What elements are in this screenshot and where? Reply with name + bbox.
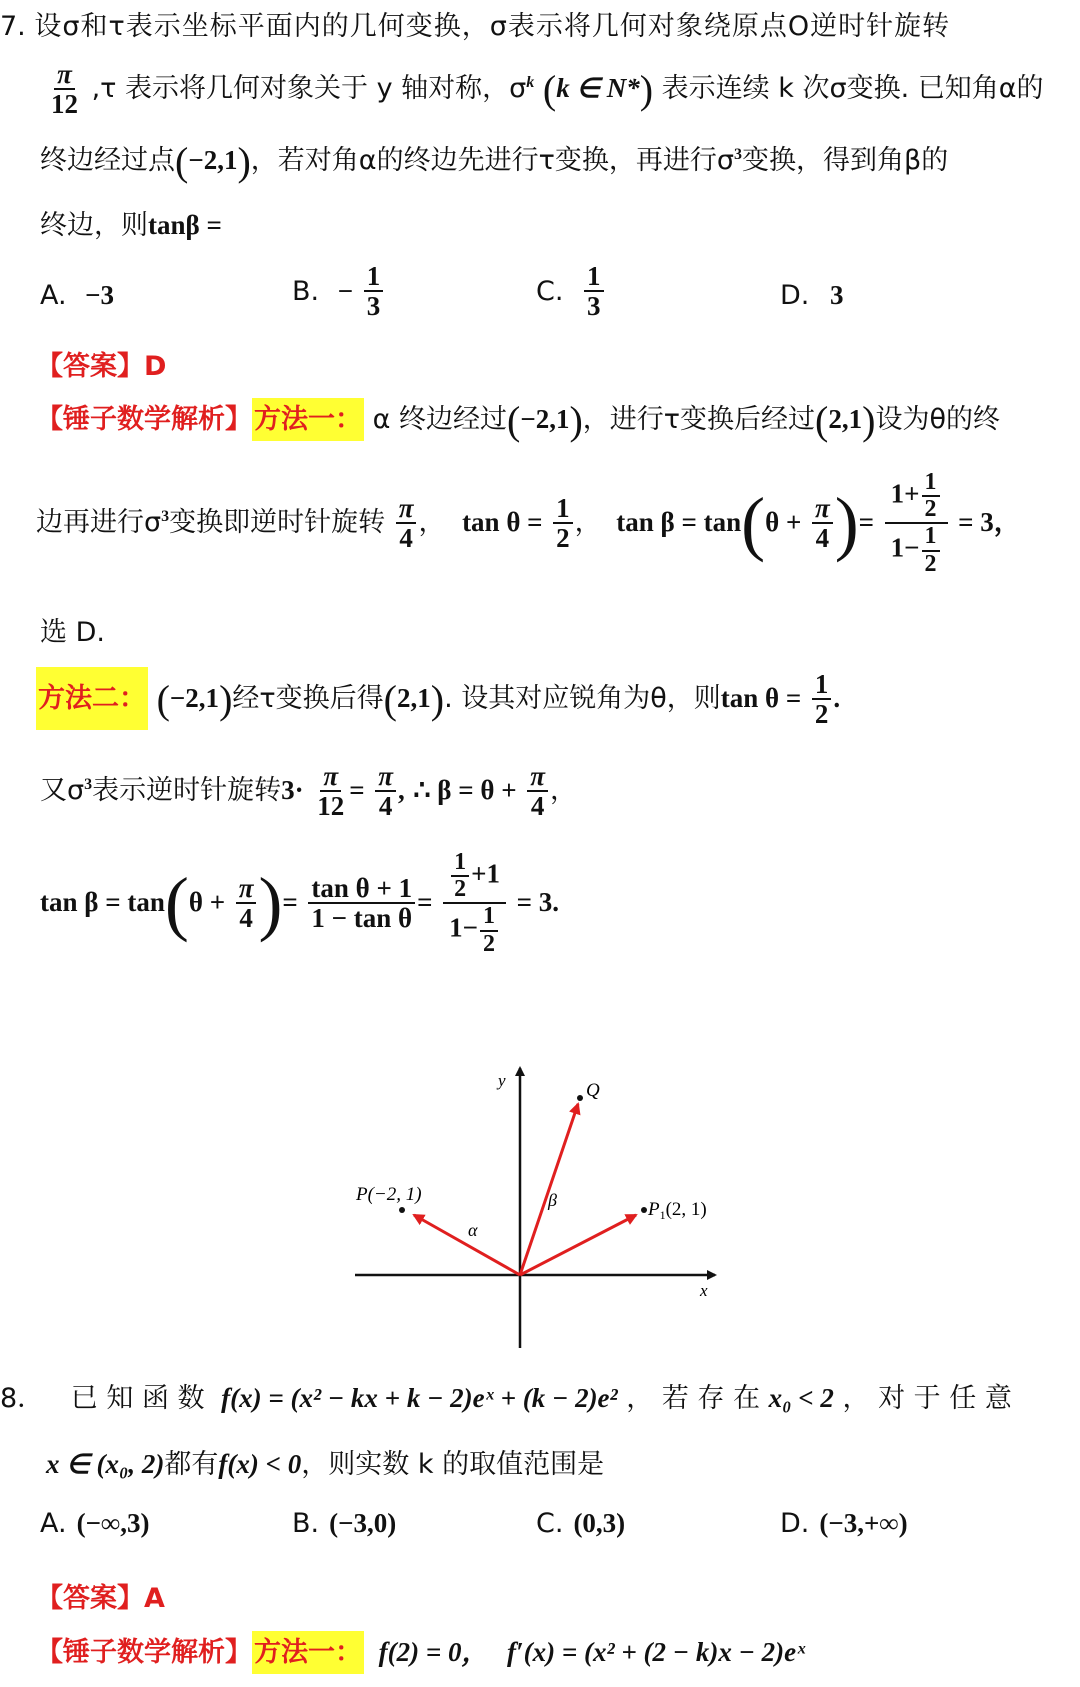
label-beta: β <box>548 1190 557 1210</box>
q7-choose: 选 D. <box>40 617 105 648</box>
q7-method2-line3: tan β = tan(θ + $\frac{\pi}{4}$ )= $\frac{\text{tan θ + 1}}{\text{1 − tan θ}}$ = $\frac{1}{2}$ +1 1− $\frac{1}{2}$ = 3. <box>40 849 560 957</box>
point-alpha: −2,1 <box>188 145 238 175</box>
answer-value: D <box>144 351 167 382</box>
q8-answer: 【答案】A <box>36 1583 165 1614</box>
q7-method2-line1: 方法二： (−2,1)经τ变换后得(2,1). 设其对应锐角为θ，则tan θ = $\frac{1}{2}$ . <box>36 670 1080 729</box>
method2-label: 方法二： <box>36 667 148 730</box>
function-def: f(x) = (x² − kx + k − 2)eˣ + (k − 2)e² <box>221 1383 618 1413</box>
q7-stem-line1: 设σ和τ表示坐标平面内的几何变换，σ表示将几何对象绕原点O逆时针旋转 <box>34 11 951 42</box>
label-p: P(−2, 1) <box>356 1184 422 1205</box>
y-axis-label: y <box>498 1071 506 1090</box>
method1-label: 方法一： <box>252 398 364 441</box>
q7-option-a: A. −3 <box>40 280 115 311</box>
label-alpha: α <box>468 1220 478 1240</box>
q7-option-c: C. $\frac{1}{3}$ <box>536 262 606 321</box>
q7-analysis-line1: 【锤子数学解析】方法一： α 终边经过(−2,1)，进行τ变换后经过(2,1)设为θ的终 <box>36 398 1000 443</box>
q7-line3: 终边经过点(−2,1)，若对角α的终边先进行τ变换，再进行$\sigma^3$变换，得到角β的 <box>40 139 949 184</box>
point-p1 <box>641 1207 647 1213</box>
q8-option-a: A. (−∞,3) <box>40 1508 150 1539</box>
complex-fraction-2: $\frac{1}{2}$ +1 1− $\frac{1}{2}$ <box>443 850 506 957</box>
pi-over-4: $\frac{\pi}{4}$ <box>396 494 417 553</box>
point-q <box>577 1095 583 1101</box>
q7-line2: $\frac{\pi}{12}$ ,τ 表示将几何对象关于 y 轴对称，$\sigma^k$ (k ∈ N*) 表示连续 k 次σ变换. 已知角α的 <box>46 60 1080 119</box>
q7-analysis-line2: 边再进行$\sigma^3$变换即逆时针旋转 $\frac{\pi}{4}$ ， tan θ = $\frac{1}{2}$ ， tan β = tan(θ + $\frac{\pi}{4}$ )= 1+ $\frac{1}{2}$ 1− $\frac{1}{2}$ = 3， <box>36 469 1021 577</box>
q7-stem-line3c: 变换，得到角β的 <box>741 145 949 176</box>
q7-stem-line2a: ,τ 表示将几何对象关于 y 轴对称，σ <box>91 72 527 104</box>
point-p <box>399 1207 405 1213</box>
q7-method2-line2: 又$\sigma^3$表示逆时针旋转3· $\frac{\pi}{12}$ = $\frac{\pi}{4}$ , ∴ β = θ + $\frac{\pi}{4}$ ， <box>40 761 577 822</box>
sup-3: 3 <box>733 146 742 163</box>
q7-answer <box>36 344 1080 383</box>
x-axis-label: x <box>700 1281 708 1300</box>
q7-line4 <box>40 203 1080 242</box>
q8-option-d: D. (−3,+∞) <box>780 1508 908 1539</box>
pi-over-12: $\frac{\pi}{12}$ <box>51 59 78 120</box>
q8-line2: x ∈ (x₀, 2)都有f(x) < 0，则实数 k 的取值范围是 <box>46 1449 605 1480</box>
q8-option-c: C. (0,3) <box>536 1508 626 1539</box>
q8-option-b: B. (−3,0) <box>292 1508 397 1539</box>
q7-stem-line2b: 表示连续 k 次σ变换. 已知角α的 <box>661 72 1044 104</box>
q7-option-d: D. 3 <box>780 280 844 311</box>
k-in-N: k ∈ N* <box>556 72 640 103</box>
coordinate-figure <box>350 1060 730 1350</box>
vector-alpha <box>414 1215 520 1275</box>
q7-stem-line3a: 终边经过点 <box>40 145 175 176</box>
q8-line1: 8． 已 知 函 数 f(x) = (x² − kx + k − 2)eˣ + (k − 2)e² ， 若 存 在 x₀ < 2 ， 对 于 任 意 <box>0 1383 1012 1414</box>
sup-k: k <box>526 73 535 91</box>
complex-fraction: 1+ $\frac{1}{2}$ 1− $\frac{1}{2}$ <box>885 470 948 577</box>
tan-beta-expr: tanβ = <box>148 210 222 240</box>
q8-number: 8． <box>0 1383 45 1414</box>
label-q: Q <box>586 1080 600 1101</box>
answer-label: 【答案】 <box>36 351 144 382</box>
q8-analysis-line1: 【锤子数学解析】方法一： f(2) = 0， f′(x) = (x² + (2 − k)x − 2)eˣ <box>36 1630 1080 1669</box>
label-p1: $P_1(2$, 1) <box>648 1199 707 1222</box>
q7-number: 7. <box>0 11 26 42</box>
q7-line1 <box>0 4 1080 43</box>
analysis-label: 【锤子数学解析】 <box>36 404 252 435</box>
q7-stem-line4: 终边，则 <box>40 210 148 241</box>
q7-option-b: B. − $\frac{1}{3}$ <box>292 262 385 321</box>
q7-stem-line3b: ，若对角α的终边先进行τ变换，再进行σ <box>250 145 734 176</box>
